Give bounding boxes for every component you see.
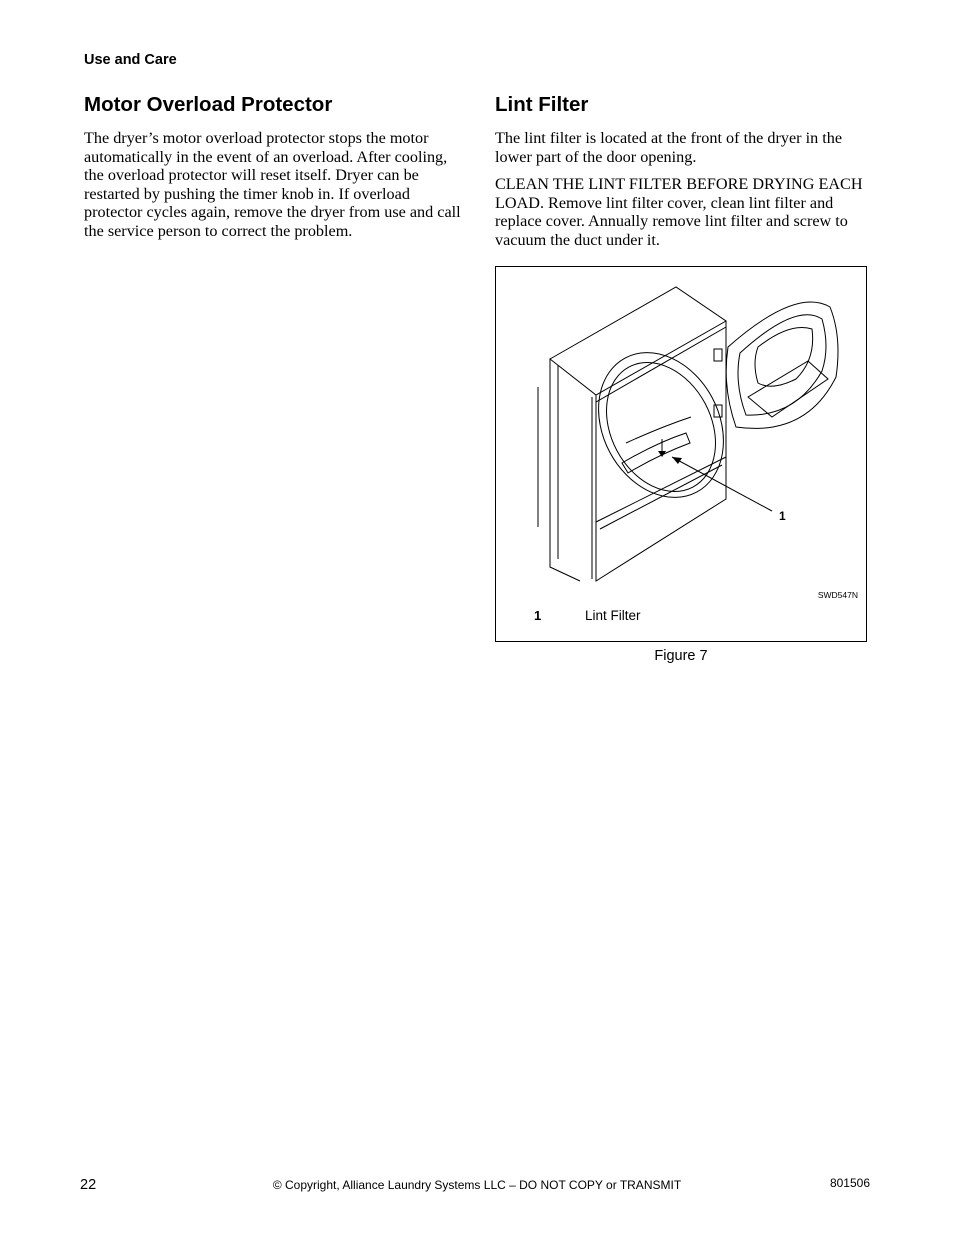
motor-overload-title: Motor Overload Protector: [84, 93, 333, 116]
document-number: 801506: [829, 1176, 870, 1190]
motor-overload-body: The dryer’s motor overload protector stops the motor automatically in the event of an overload. After cooling, the overload protector will reset itself. Dryer can be restarted by pushing the timer knob in. If overload protector cycles again, remove the dryer from use and call the service person to correct the problem.: [84, 129, 461, 240]
figure-caption: Figure 7: [654, 648, 708, 664]
dryer-illustration: [496, 267, 866, 641]
page-number: 22: [80, 1177, 97, 1193]
section-header: Use and Care: [84, 52, 177, 68]
callout-number: 1: [779, 509, 786, 523]
lint-filter-instructions: CLEAN THE LINT FILTER BEFORE DRYING EACH LOAD. Remove lint filter cover, clean lint filter and replace cover. Annually remove lint filter and screw to vacuum the duct under it.: [495, 175, 863, 249]
copyright-notice: © Copyright, Alliance Laundry Systems LLC – DO NOT COPY or TRANSMIT: [272, 1178, 682, 1192]
figure-code: SWD547N: [817, 590, 858, 600]
legend-label: Lint Filter: [585, 608, 641, 623]
lint-filter-title: Lint Filter: [495, 93, 589, 116]
lint-filter-intro: The lint filter is located at the front of the dryer in the lower part of the door opening.: [495, 129, 843, 166]
legend-number: 1: [534, 608, 542, 623]
figure-box: [495, 266, 867, 642]
